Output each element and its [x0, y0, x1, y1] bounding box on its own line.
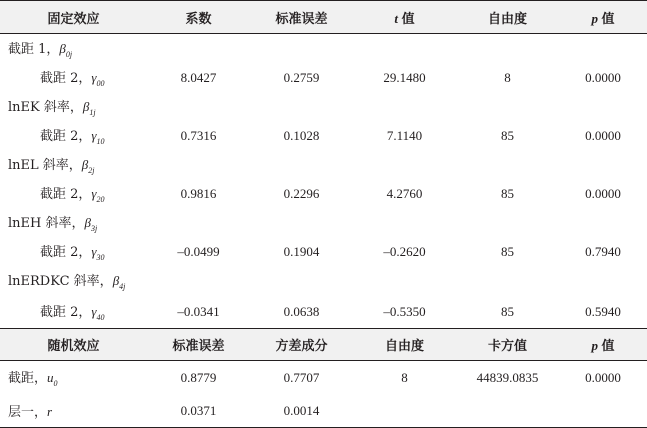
row-symbol-subscript: 30 [96, 253, 105, 262]
cell-value: 0.2759 [283, 69, 320, 85]
row-label-text: 截距 2， [40, 129, 92, 144]
cell-value [456, 394, 559, 428]
header-t-value [353, 1, 456, 34]
row-label-text: 截距 2， [40, 305, 92, 320]
header-random-effects: 随机效应 [0, 329, 147, 361]
header-p-symbol: p [591, 10, 598, 26]
row-label [0, 266, 147, 295]
fixed-effects-body [0, 34, 647, 329]
cell-value [559, 34, 647, 64]
row-label [0, 237, 147, 266]
fixed-effect-row [0, 208, 647, 237]
header-p-value-2 [559, 329, 647, 361]
row-label-text: 截距 2， [40, 245, 92, 260]
random-effects-header-row [0, 329, 647, 361]
fixed-effect-row [0, 92, 647, 121]
cell-value [456, 34, 559, 64]
cell-value [456, 92, 559, 121]
fixed-effect-row [0, 34, 647, 64]
row-symbol: γ [91, 244, 97, 259]
cell-value: 4.2760 [386, 185, 423, 201]
row-label-text: lnEH 斜率， [8, 216, 85, 231]
row-label [0, 295, 147, 329]
row-symbol: β [82, 99, 90, 114]
row-symbol-subscript: 3j [90, 224, 98, 233]
cell-value: –0.0341 [177, 303, 220, 319]
cell-value [250, 150, 353, 179]
row-label-text: lnEL 斜率， [8, 158, 82, 173]
fixed-effect-row [0, 179, 647, 208]
row-symbol-subscript: 10 [96, 137, 105, 146]
cell-value: –0.2620 [383, 243, 426, 259]
header-p-value [559, 1, 647, 34]
cell-value: 0.5940 [585, 303, 621, 319]
row-symbol: γ [91, 128, 97, 143]
cell-value: 8.0427 [180, 69, 217, 85]
header-df-2: 自由度 [353, 329, 456, 361]
cell-value: 0.8779 [180, 369, 217, 385]
row-label [0, 394, 147, 428]
cell-value: –0.5350 [383, 303, 426, 319]
row-symbol-subscript: 40 [96, 313, 105, 322]
row-label [0, 179, 147, 208]
cell-value: 0.0000 [585, 127, 621, 143]
header-t-symbol: t [394, 10, 398, 26]
cell-value: 0.0371 [147, 394, 250, 428]
cell-value [456, 150, 559, 179]
row-label [0, 150, 147, 179]
cell-value: 85 [501, 303, 514, 319]
row-label [0, 361, 147, 395]
cell-value: 0.7940 [585, 243, 621, 259]
row-label-text: 截距 2， [40, 71, 92, 86]
row-label [0, 208, 147, 237]
header-t-suffix: 值 [398, 10, 415, 26]
header-chi-square: 卡方值 [456, 329, 559, 361]
cell-value [559, 150, 647, 179]
row-label-text: 截距， [8, 371, 48, 386]
random-effects-body [0, 329, 647, 428]
row-symbol-subscript: 4j [119, 282, 126, 291]
cell-value: 0.0014 [250, 394, 353, 428]
cell-value: 0.1028 [283, 127, 320, 143]
row-label-text: lnERDKC 斜率， [8, 274, 113, 289]
cell-value [559, 208, 647, 237]
cell-value: 7.1140 [386, 127, 423, 143]
row-symbol-subscript: 0 [53, 379, 58, 388]
fixed-effects-header-row [0, 1, 647, 34]
header-coefficient: 系数 [147, 1, 250, 34]
cell-value [353, 394, 456, 428]
row-label [0, 63, 147, 92]
cell-value: 0.0000 [585, 185, 621, 201]
fixed-effect-row [0, 237, 647, 266]
fixed-effect-row [0, 150, 647, 179]
header-p-suffix: 值 [597, 10, 615, 26]
cell-value [250, 92, 353, 121]
cell-value [353, 150, 456, 179]
cell-value [250, 208, 353, 237]
header-p-suffix-2: 值 [597, 338, 615, 353]
cell-value [559, 266, 647, 295]
cell-value [250, 34, 353, 64]
cell-value [147, 92, 250, 121]
cell-value: 85 [501, 243, 514, 259]
cell-value: 44839.0835 [476, 369, 539, 385]
row-label [0, 121, 147, 150]
header-std-error: 标准误差 [250, 1, 353, 34]
cell-value: 85 [501, 127, 514, 143]
row-symbol: u [47, 370, 54, 385]
cell-value: 0.9816 [180, 185, 217, 201]
row-label-text: lnEK 斜率， [8, 100, 83, 115]
cell-value [147, 208, 250, 237]
row-symbol: β [112, 273, 120, 288]
cell-value [147, 150, 250, 179]
header-variance-component: 方差成分 [250, 329, 353, 361]
row-label [0, 92, 147, 121]
cell-value [559, 92, 647, 121]
row-symbol: γ [91, 304, 97, 319]
cell-value: 8 [401, 369, 408, 385]
row-symbol-subscript: 1j [89, 108, 96, 117]
row-symbol: γ [91, 186, 97, 201]
row-label-text: 截距 1， [8, 42, 60, 57]
cell-value [456, 266, 559, 295]
cell-value: 0.1904 [283, 243, 320, 259]
cell-value: –0.0499 [177, 243, 220, 259]
header-p-symbol-2: p [591, 338, 598, 353]
cell-value: 8 [504, 69, 511, 85]
cell-value: 0.2296 [283, 185, 320, 201]
random-effect-row [0, 361, 647, 395]
cell-value: 0.0000 [585, 69, 621, 85]
fixed-effect-row [0, 295, 647, 329]
fixed-effect-row [0, 63, 647, 92]
header-fixed-effects: 固定效应 [0, 1, 147, 34]
cell-value: 0.7707 [283, 369, 320, 385]
row-label-text: 层一， [8, 405, 48, 420]
header-df: 自由度 [456, 1, 559, 34]
cell-value [353, 208, 456, 237]
cell-value [353, 92, 456, 121]
cell-value: 0.0638 [283, 303, 320, 319]
cell-value [456, 208, 559, 237]
row-symbol: β [59, 41, 66, 56]
cell-value [353, 266, 456, 295]
cell-value [559, 394, 647, 428]
cell-value: 0.0000 [585, 369, 621, 385]
cell-value [147, 34, 250, 64]
cell-value [353, 34, 456, 64]
cell-value: 29.1480 [383, 69, 426, 85]
row-label-text: 截距 2， [40, 187, 92, 202]
row-symbol-subscript: 20 [96, 195, 105, 204]
row-symbol-subscript: 00 [96, 79, 105, 88]
row-symbol: γ [91, 70, 97, 85]
row-symbol: β [84, 215, 91, 230]
row-symbol-subscript: 2j [88, 166, 95, 175]
cell-value: 0.7316 [180, 127, 217, 143]
cell-value [147, 266, 250, 295]
fixed-effect-row [0, 121, 647, 150]
row-symbol: β [81, 157, 89, 172]
random-effect-row [0, 394, 647, 428]
header-std-error-2: 标准误差 [147, 329, 250, 361]
cell-value [250, 266, 353, 295]
row-symbol-subscript: 0j [65, 50, 73, 59]
cell-value: 85 [501, 185, 514, 201]
row-label [0, 34, 147, 64]
fixed-effect-row [0, 266, 647, 295]
row-symbol: r [47, 404, 53, 419]
